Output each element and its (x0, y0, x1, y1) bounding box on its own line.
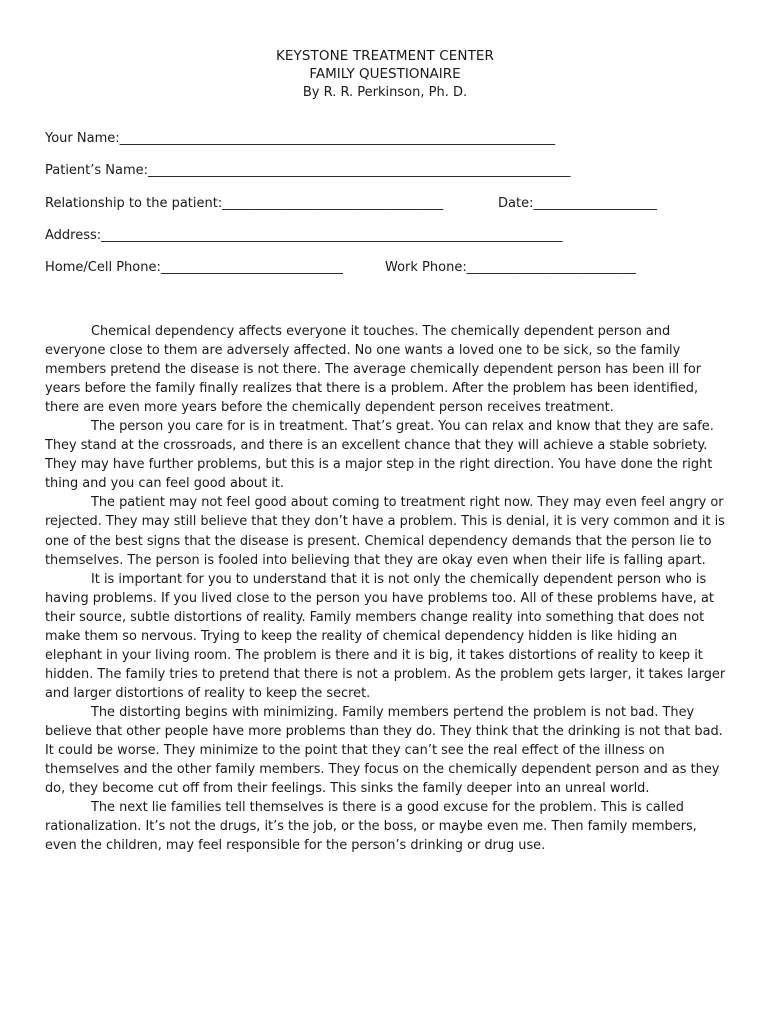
paragraph: The distorting begins with minimizing. Family members pertend the problem is not bad. They believe that other people have more problems than they do. They think that the drinking is not that bad. It could be worse. They minimize to the point that they can’t see the real effect of the illness on themselves and the other family members. They focus on the chemically dependent person and as they do, they become cut off from their feelings. This sinks the family deeper into an unreal world. (45, 704, 723, 797)
patient-name-field[interactable]: Patient’s Name:_________________________________________________________________ (45, 163, 571, 178)
date-field[interactable]: Date:___________________ (498, 196, 657, 211)
paragraph: Chemical dependency affects everyone it touches. The chemically dependent person and everyone close to them are adversely affected. No one wants a loved one to be sick, so the family members pretend the disease is not there. The average chemically dependent person has been ill for years before the family finally realizes that there is a problem. After the problem has been identified, there are even more years before the chemically dependent person receives treatment. (45, 324, 702, 416)
paragraph: The patient may not feel good about coming to treatment right now. They may even feel angry or rejected. They may still believe that they don’t have a problem. This is denial, it is very common and it is one of the best signs that the disease is present. Chemical dependency demands that the person lie to themselves. The person is fooled into believing that they are okay even when their life is falling apart. (45, 495, 725, 568)
body-text (45, 322, 727, 855)
document-header (0, 47, 770, 102)
relationship-field[interactable]: Relationship to the patient:__________________________________ (45, 196, 444, 211)
paragraph: The person you care for is in treatment. That’s great. You can relax and know that they are safe. They stand at the crossroads, and there is an excellent chance that they will achieve a stable sobriety. They may have further problems, but this is a major step in the right direction. You have done the right thing and you can feel good about it. (45, 419, 714, 492)
paragraph: It is important for you to understand that it is not only the chemically dependent person who is having problems. If you lived close to the person you have problems too. All of these problems have, at their source, subtle distortions of reality. Family members change reality into something that does not make them so nervous. Trying to keep the reality of chemical dependency hidden is like hiding an elephant in your living room. The problem is there and it is big, it takes distortions of reality to keep it hidden. The family tries to pretend that there is not a problem. As the problem gets larger, it takes larger and larger distortions of reality to keep the secret. (45, 571, 726, 701)
work-phone-field[interactable]: Work Phone:__________________________ (385, 260, 636, 275)
home-phone-field[interactable]: Home/Cell Phone:____________________________ (45, 260, 343, 275)
author-line: By R. R. Perkinson, Ph. D. (302, 85, 468, 100)
center-name: KEYSTONE TREATMENT CENTER (275, 48, 495, 64)
address-field[interactable]: Address:_______________________________________________________________________ (45, 228, 563, 243)
your-name-field[interactable]: Your Name:___________________________________________________________________ (45, 131, 556, 146)
paragraph: The next lie families tell themselves is there is a good excuse for the problem. This is called rationalization. It’s not the drugs, it’s the job, or the boss, or maybe even me. Then family members, even the children, may feel responsible for the person’s drinking or drug use. (45, 800, 697, 854)
document-title: FAMILY QUESTIONAIRE (309, 66, 461, 82)
